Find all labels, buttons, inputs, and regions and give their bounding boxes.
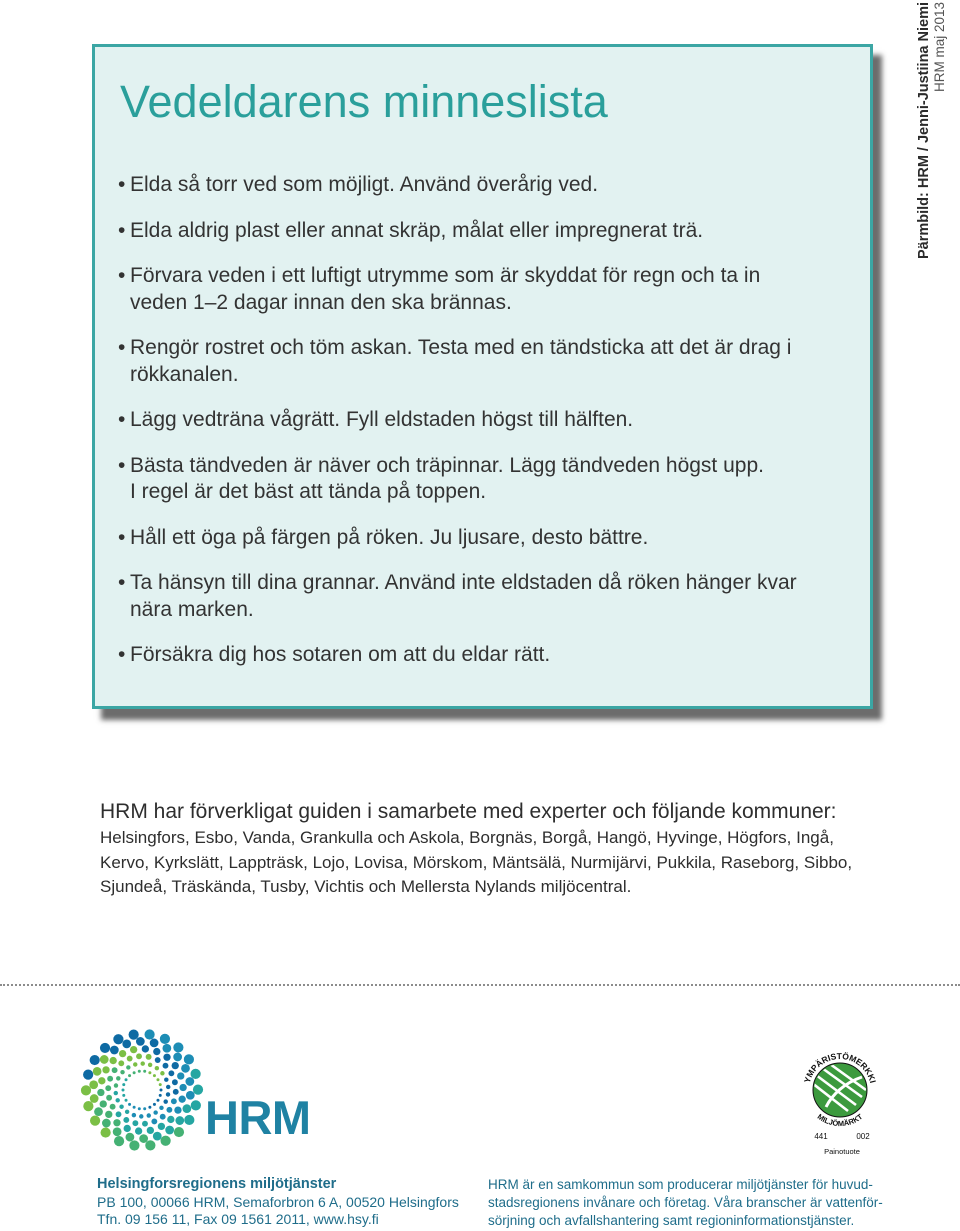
footer-about-line: HRM är en samkommun som producerar miljötjänster för huvud- xyxy=(488,1177,873,1192)
checklist-item-text: I regel är det bäst att tända på toppen. xyxy=(130,480,487,503)
logo-dot xyxy=(147,1127,154,1134)
logo-dot xyxy=(129,1140,139,1150)
logo-dot xyxy=(153,1110,157,1114)
checklist-item-text: • Försäkra dig hos sotaren om att du eldar rätt. xyxy=(130,643,551,666)
logo-dot xyxy=(142,1121,148,1127)
logo-dot xyxy=(105,1111,112,1118)
logo-dot xyxy=(133,1071,136,1074)
logo-dot xyxy=(181,1064,190,1073)
logo-dot xyxy=(127,1056,133,1062)
logo-dot xyxy=(148,1106,151,1109)
logo-dot xyxy=(102,1066,109,1073)
logo-dot xyxy=(133,1062,137,1066)
municipality-line: Sjundeå, Träskända, Tusby, Vichtis och Mellersta Nylands miljöcentral. xyxy=(100,877,632,896)
logo-dot xyxy=(83,1069,93,1079)
logo-dot xyxy=(101,1127,111,1137)
footer-contact-block xyxy=(97,1174,459,1228)
footer-about-line: sörjning och avfallshantering samt regioninformationstjänster. xyxy=(488,1213,855,1228)
logo-dot xyxy=(193,1085,203,1095)
logo-dot xyxy=(146,1054,152,1060)
logo-dot xyxy=(163,1099,167,1103)
hrm-logo-wordmark: HRM xyxy=(205,1091,311,1144)
logo-dot xyxy=(148,1063,152,1067)
logo-dot xyxy=(179,1096,186,1103)
logo-dot xyxy=(182,1104,191,1113)
ecolabel-caption: Painotuote xyxy=(824,1147,860,1156)
logo-dot xyxy=(174,1127,184,1137)
logo-dot xyxy=(165,1126,174,1135)
footer-about-line: stadsregionens invånare och företag. Våra branscher är vattenför- xyxy=(488,1195,883,1210)
logo-dot xyxy=(139,1114,143,1118)
logo-dot xyxy=(159,1106,163,1110)
logo-dot xyxy=(100,1100,107,1107)
logo-dot xyxy=(98,1077,105,1084)
logo-dot xyxy=(172,1062,179,1069)
checklist-list xyxy=(118,172,797,688)
logo-dot xyxy=(156,1099,159,1102)
logo-dot xyxy=(144,1029,154,1039)
logo-dot xyxy=(135,1127,142,1134)
logo-dot xyxy=(113,1034,123,1044)
logo-dot xyxy=(115,1098,119,1102)
checklist-item-text: nära marken. xyxy=(130,597,254,621)
logo-dot xyxy=(153,1132,162,1141)
logo-dot xyxy=(166,1107,172,1113)
logo-dot xyxy=(100,1043,110,1053)
logo-dot xyxy=(107,1076,113,1082)
checklist-item-text: • Elda aldrig plast eller annat skräp, målat eller impregnerat trä. xyxy=(130,218,704,242)
logo-dot xyxy=(102,1119,111,1128)
logo-dot xyxy=(139,1134,148,1143)
partners-intro: HRM har förverkligat guiden i samarbete med experter och följande kommuner: xyxy=(100,800,837,823)
logo-dot xyxy=(160,1089,163,1092)
logo-dot xyxy=(191,1100,201,1110)
logo-dot xyxy=(126,1065,130,1069)
logo-dot xyxy=(159,1083,162,1086)
logo-dot xyxy=(116,1111,122,1117)
logo-dot xyxy=(162,1044,171,1053)
checklist-item-text: • Förvara veden i ett luftigt utrymme som är skyddat för regn och ta in xyxy=(130,264,761,287)
logo-dot xyxy=(132,1120,138,1126)
logo-dot xyxy=(97,1089,104,1096)
footer-address: PB 100, 00066 HRM, Semaforbron 6 A, 00520 Helsingfors xyxy=(97,1194,459,1210)
checklist-title: Vedeldarens minneslista xyxy=(120,76,608,127)
logo-dot xyxy=(168,1070,174,1076)
checklist-item xyxy=(118,263,797,316)
municipality-list xyxy=(100,826,852,900)
footer-about-block xyxy=(488,1176,883,1230)
logo-dot xyxy=(164,1077,168,1081)
logo-dot xyxy=(89,1080,98,1089)
logo-dot xyxy=(150,1039,159,1048)
publication-date: HRM maj 2013 xyxy=(932,2,947,93)
nordic-swan-ecolabel xyxy=(788,1033,892,1157)
logo-dot xyxy=(185,1077,194,1086)
ecolabel-number-right: 002 xyxy=(856,1132,870,1141)
logo-dot xyxy=(161,1136,171,1146)
checklist-item-text: • Ta hänsyn till dina grannar. Använd inte eldstaden då röken hänger kvar xyxy=(130,571,797,594)
logo-dot xyxy=(114,1083,118,1087)
logo-dot xyxy=(129,1030,139,1040)
cover-photo-credit: Pärmbild: HRM / Jenni-Justiina Niemi xyxy=(916,2,932,260)
logo-dot xyxy=(155,1066,159,1070)
ecolabel-bottom-text-path: MILJÖMÄRKT xyxy=(815,1111,865,1129)
logo-dot xyxy=(132,1113,136,1117)
logo-dot xyxy=(122,1039,131,1048)
footer-org-name: Helsingforsregionens miljötjänster xyxy=(97,1176,337,1192)
checklist-item xyxy=(118,172,797,199)
logo-dot xyxy=(143,1070,146,1073)
logo-dot xyxy=(158,1123,165,1130)
logo-dot xyxy=(119,1105,123,1109)
logo-dot xyxy=(90,1055,100,1065)
logo-dot xyxy=(184,1054,194,1064)
logo-dot xyxy=(138,1107,141,1110)
logo-dot xyxy=(110,1104,116,1110)
logo-dot xyxy=(145,1140,155,1150)
logo-dot xyxy=(125,1099,128,1102)
logo-dot xyxy=(166,1085,170,1089)
logo-dot xyxy=(142,1045,149,1052)
logo-dot xyxy=(122,1083,125,1086)
dotted-divider xyxy=(0,984,960,986)
logo-dot xyxy=(163,1054,170,1061)
logo-dot xyxy=(136,1053,142,1059)
checklist-item-text: • Rengör rostret och töm askan. Testa med en tändsticka att det är drag i xyxy=(130,336,792,359)
checklist-item xyxy=(118,525,797,552)
checklist-item xyxy=(118,407,797,434)
logo-dot xyxy=(106,1095,112,1101)
checklist-box xyxy=(92,44,873,709)
logo-dot xyxy=(90,1116,100,1126)
logo-dot xyxy=(122,1094,125,1097)
municipality-line: Kervo, Kyrkslätt, Lappträsk, Lojo, Lovisa, Mörskom, Mäntsälä, Nurmijärvi, Pukkila, Raseborg, Sibbo, xyxy=(100,852,853,872)
logo-dot xyxy=(81,1085,91,1095)
logo-dot xyxy=(123,1117,129,1123)
logo-dot xyxy=(155,1057,161,1063)
logo-dot xyxy=(156,1078,159,1081)
logo-dot xyxy=(138,1070,141,1073)
logo-dot xyxy=(126,1133,135,1142)
checklist-item-text: • Bästa tändveden är näver och träpinnar. Lägg tändveden högst upp. xyxy=(130,453,764,477)
logo-dot xyxy=(160,1071,164,1075)
logo-dot xyxy=(133,1106,136,1109)
logo-dot xyxy=(163,1063,169,1069)
logo-dot xyxy=(179,1084,186,1091)
logo-dot xyxy=(191,1069,201,1079)
logo-dot xyxy=(172,1079,178,1085)
logo-dot xyxy=(160,1034,170,1044)
logo-dot xyxy=(147,1113,151,1117)
logo-dot xyxy=(124,1125,131,1132)
logo-dot xyxy=(93,1067,102,1076)
logo-dot xyxy=(100,1055,109,1064)
logo-dot xyxy=(159,1094,162,1097)
logo-dot xyxy=(151,1119,157,1125)
logo-dot xyxy=(122,1089,125,1092)
logo-dot xyxy=(120,1070,124,1074)
logo-dot xyxy=(143,1107,146,1110)
checklist-item xyxy=(118,642,797,669)
checklist-item xyxy=(118,570,797,623)
logo-dot xyxy=(94,1107,103,1116)
ecolabel-top-text-path: YMPÄRISTÖMERKKI xyxy=(801,1050,879,1085)
logo-dot xyxy=(105,1085,111,1091)
logo-dot xyxy=(110,1046,119,1055)
logo-dot xyxy=(114,1136,124,1146)
logo-dot xyxy=(114,1091,118,1095)
logo-dot xyxy=(128,1074,131,1077)
logo-dot xyxy=(186,1091,195,1100)
logo-dot xyxy=(90,1094,99,1103)
logo-dot xyxy=(177,1072,184,1079)
logo-dot xyxy=(173,1053,182,1062)
municipality-line: Helsingfors, Esbo, Vanda, Grankulla och Askola, Borgnäs, Borgå, Hangö, Hyvinge, Högfors, Ingå, xyxy=(100,828,834,847)
logo-dot xyxy=(153,1103,156,1106)
checklist-item xyxy=(118,218,797,245)
logo-dot xyxy=(148,1071,151,1074)
logo-dot xyxy=(118,1060,124,1066)
logo-dot xyxy=(128,1103,131,1106)
logo-dot xyxy=(174,1106,181,1113)
logo-dot xyxy=(125,1110,129,1114)
logo-dot xyxy=(171,1098,177,1104)
logo-dot xyxy=(110,1057,117,1064)
logo-dot xyxy=(175,1116,184,1125)
logo-dot xyxy=(130,1046,137,1053)
logo-dot xyxy=(184,1115,194,1125)
logo-dot xyxy=(153,1048,160,1055)
ecolabel-number-left: 441 xyxy=(814,1132,828,1141)
logo-dot xyxy=(173,1042,183,1052)
checklist-item-text: • Lägg vedträna vågrätt. Fyll eldstaden högst till hälften. xyxy=(130,408,634,431)
checklist-item xyxy=(118,453,797,506)
checklist-item-text: rökkanalen. xyxy=(130,362,239,386)
logo-dot xyxy=(113,1127,122,1136)
logo-dot xyxy=(125,1078,128,1081)
checklist-item-text: veden 1–2 dagar innan den ska brännas. xyxy=(130,290,512,314)
logo-dot xyxy=(112,1067,118,1073)
logo-dot xyxy=(153,1074,156,1077)
logo-dot xyxy=(83,1101,93,1111)
hrm-dot-rosette-icon xyxy=(80,1028,204,1152)
logo-dot xyxy=(136,1037,145,1046)
checklist-item-text: • Elda så torr ved som möjligt. Använd överårig ved. xyxy=(130,173,599,196)
checklist-item-text: • Håll ett öga på färgen på röken. Ju ljusare, desto bättre. xyxy=(130,525,649,549)
logo-dot xyxy=(166,1092,170,1096)
logo-dot xyxy=(141,1061,145,1065)
footer-contact: Tfn. 09 156 11, Fax 09 1561 2011, www.hsy.fi xyxy=(97,1211,379,1227)
logo-dot xyxy=(113,1119,120,1126)
logo-dot xyxy=(160,1114,166,1120)
logo-dot xyxy=(173,1089,179,1095)
logo-dot xyxy=(116,1076,120,1080)
checklist-item xyxy=(118,335,797,388)
logo-dot xyxy=(119,1050,126,1057)
logo-dot xyxy=(167,1116,174,1123)
